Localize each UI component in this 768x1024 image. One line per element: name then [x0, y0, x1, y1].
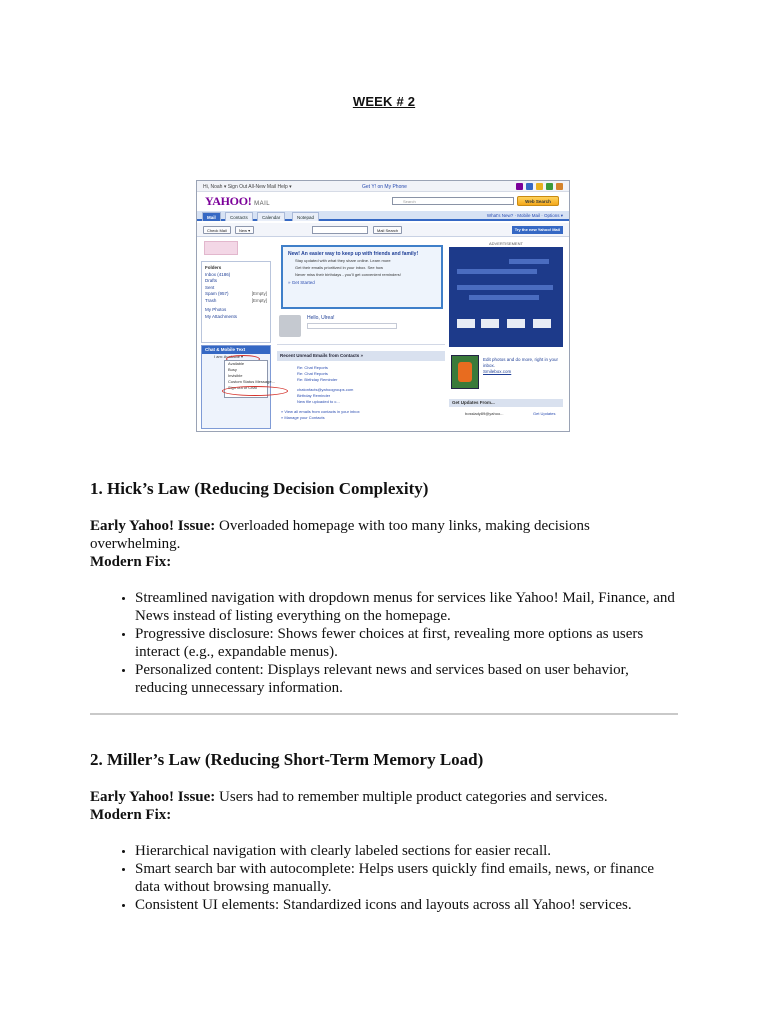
topbar-left-links: Hi, Noah ▾ Sign Out All-New Mail Help ▾: [203, 184, 292, 190]
thumbnail-image: [204, 241, 238, 255]
mail-search-input: [312, 226, 368, 234]
avatar: [279, 315, 301, 337]
yahoo-mail-screenshot: [196, 180, 570, 432]
updates-heading: Get Updates From...: [449, 399, 563, 407]
tab-links: What's New? · Mobile Mail · Options ▾: [486, 213, 563, 218]
list-item: • Smart search bar with autocomplete: Helps users quickly find emails, news, or finance data without browsing manually.: [135, 860, 680, 896]
topbar-center-link: Get Y! on My Phone: [362, 184, 407, 190]
hello-panel: [277, 313, 445, 345]
email-item: Re: Chat Reports: [297, 365, 328, 370]
left-column: [201, 239, 275, 429]
my-photos-link: My Photos: [205, 307, 227, 312]
email-item: Birthday Reminder: [297, 393, 331, 398]
mail-tabs: [197, 211, 569, 221]
chat-menu-item: Available: [228, 361, 245, 366]
new-button: New ▾: [235, 226, 254, 234]
status-input: [307, 323, 397, 329]
update-item: bosslady89@yahoo...: [465, 411, 504, 416]
try-new-mail-button: Try the new Yahoo! Mail: [512, 226, 563, 234]
promo-line: Never miss their birthdays - you'll get convenient reminders!: [295, 272, 401, 277]
tab-mail: Mail: [202, 212, 221, 221]
mail-toolbar: [197, 223, 569, 237]
right-column: [449, 239, 567, 429]
rss-icon: [556, 183, 563, 190]
hello-name: Hello, Ulrea!: [307, 315, 335, 321]
my-attachments-link: My Attachments: [205, 313, 238, 319]
messenger-icon: [536, 183, 543, 190]
chat-panel: [201, 345, 275, 429]
yahoo-icon: [516, 183, 523, 190]
list-item: • Hierarchical navigation with clearly labeled sections for easier recall.: [135, 842, 680, 860]
web-search-input: Search: [392, 197, 514, 205]
tab-calendar: Calendar: [257, 212, 285, 221]
check-mail-button: Check Mail: [203, 226, 231, 234]
chat-status: I am: Available ▾: [214, 354, 244, 359]
early-issue-paragraph: [90, 788, 680, 806]
folder-trash: Trash [Empty]: [205, 297, 267, 303]
yahoo-mail-logo: YAHOO! MAIL: [205, 194, 271, 208]
section-body-hicks-law: [90, 517, 680, 697]
ad-label: ADVERTISEMENT: [489, 241, 523, 246]
chat-heading: Chat & Mobile Text: [202, 346, 270, 354]
list-item: • Consistent UI elements: Standardized icons and layouts across all Yahoo! services.: [135, 896, 680, 914]
ad-text: Edit photos and do more, right in your inbox. Smilebox.com: [483, 357, 559, 374]
folder-spam: Spam (957) [Empty]: [205, 291, 267, 296]
modern-fix-list: [90, 842, 680, 914]
list-item: • Progressive disclosure: Shows fewer choices at first, revealing more options as users interact (e.g., expandable menus).: [135, 625, 680, 661]
email-item: Re: Birthday Reminder: [297, 377, 338, 382]
web-search-button: Web Search: [517, 196, 559, 206]
modern-fix-list: [90, 589, 680, 697]
issue-text: Users had to remember multiple product categories and services.: [215, 789, 608, 805]
tab-contacts: Contacts: [225, 212, 253, 221]
folders-panel: [201, 261, 271, 343]
mail-icon: [526, 183, 533, 190]
issue-label: Early Yahoo! Issue:: [90, 518, 216, 534]
chat-menu-item: Custom Status Message...: [228, 379, 275, 384]
recent-emails-heading: Recent Unread Emails from Contacts »: [277, 351, 445, 361]
chat-menu-item: Invisible: [228, 373, 243, 378]
folders-heading: Folders: [205, 265, 222, 270]
topbar-icons: [516, 183, 563, 190]
early-issue-paragraph: [90, 517, 680, 553]
ad-image: [451, 355, 479, 389]
folder-drafts: Drafts: [205, 278, 218, 283]
promo-box: [281, 245, 443, 309]
section-divider: [90, 713, 678, 715]
modern-fix-label: Modern Fix:: [90, 807, 172, 823]
view-all-link: » View all emails from contacts in your inbox: [281, 409, 360, 414]
email-item: chatonfacts@yahoogroups.com: [297, 387, 354, 392]
modern-fix-label: Modern Fix:: [90, 554, 172, 570]
section-title-millers-law: 2. Miller’s Law (Reducing Short-Term Memory Load): [90, 750, 484, 769]
issue-label: Early Yahoo! Issue:: [90, 789, 216, 805]
screenshot-topbar: [197, 181, 569, 192]
list-item: • Streamlined navigation with dropdown menus for services like Yahoo! Mail, Finance, and News instead of listing everything on the homepage.: [135, 589, 680, 625]
list-item: • Personalized content: Displays relevant news and services based on user behavior, reducing unnecessary information.: [135, 661, 680, 697]
manage-contacts-link: » Manage your Contacts: [281, 415, 325, 420]
advertisement-banner: [449, 247, 563, 347]
mail-search-button: Mail Search: [373, 226, 402, 234]
logo-row: [197, 193, 569, 210]
get-started-link: » Get Started: [288, 280, 315, 285]
chat-menu-item: Busy: [228, 367, 237, 372]
section-body-millers-law: [90, 788, 680, 914]
promo-title: New! An easier way to keep up with friends and family!: [288, 251, 419, 257]
get-updates-link: Get Updates: [533, 411, 556, 416]
page-heading: WEEK # 2: [352, 94, 416, 109]
email-item: New file uploaded to c...: [297, 399, 340, 404]
promo-line: Stay updated with what they share online. Learn more: [295, 258, 391, 263]
play-icon: [546, 183, 553, 190]
issue-text: Overloaded homepage with too many links, making decisions overwhelming.: [90, 518, 590, 552]
section-title-hicks-law: 1. Hick’s Law (Reducing Decision Complexity): [90, 479, 429, 498]
tab-notepad: Notepad: [292, 212, 319, 221]
middle-column: [277, 239, 445, 429]
email-item: Re: Chat Reports: [297, 371, 328, 376]
folder-inbox: Inbox (4186): [205, 271, 231, 277]
folder-sent: Sent: [205, 284, 215, 290]
promo-line: Get their emails prioritized in your inbox. See how: [295, 265, 384, 270]
chat-menu-item: Sign out of Chat: [228, 385, 257, 390]
